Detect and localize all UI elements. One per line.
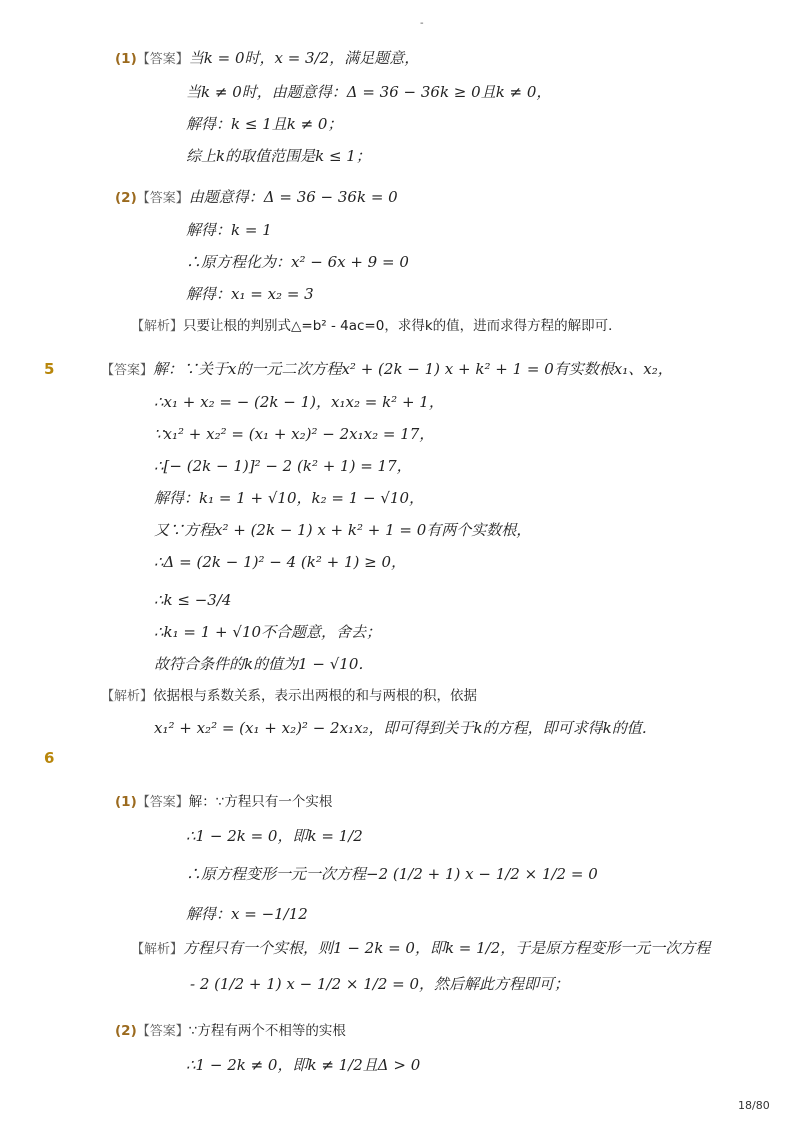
answer-line: ∵x₁² + x₂² = (x₁ + x₂)² − 2x₁x₂ = 17，	[154, 425, 435, 443]
q6-part1-answer	[115, 792, 332, 813]
answer-tag: 【答案】	[136, 191, 189, 206]
page-number: 18/80	[738, 1099, 770, 1112]
answer-line: ∴原方程化为：x² − 6x + 9 = 0	[186, 253, 409, 271]
part-number: (1)	[115, 794, 137, 810]
answer-line: 解得：k₁ = 1 + √10，k₂ = 1 − √10，	[154, 489, 425, 507]
question-number: 5	[44, 360, 55, 378]
answer-line: 解：∵方程只有一个实根	[188, 794, 333, 810]
analysis-tag: 【解析】	[101, 689, 154, 704]
q4-analysis	[131, 316, 622, 337]
answer-line: ∴[− (2k − 1)]² − 2 (k² + 1) = 17，	[154, 457, 412, 475]
answer-line: ∴1 − 2k = 0，即k = 1/2	[186, 827, 363, 845]
part-number: (2)	[115, 1023, 137, 1039]
answer-line: ∴Δ = (2k − 1)² − 4 (k² + 1) ≥ 0，	[154, 553, 406, 571]
answer-tag: 【答案】	[136, 795, 189, 810]
answer-line: ∴k ≤ −3/4	[154, 591, 232, 609]
q6-analysis	[131, 938, 710, 960]
part-number: (1)	[115, 51, 137, 67]
header-mark: -	[420, 18, 424, 29]
q5-analysis	[101, 686, 477, 707]
part-number: (2)	[115, 190, 137, 206]
analysis-tag: 【解析】	[131, 942, 184, 957]
answer-line: 解得：x₁ = x₂ = 3	[186, 285, 314, 303]
answer-line: 又∵方程x² + (2k − 1) x + k² + 1 = 0有两个实数根，	[154, 521, 532, 539]
analysis-text: - 2 (1/2 + 1) x − 1/2 × 1/2 = 0，然后解此方程即可；	[190, 975, 570, 993]
question-number: 6	[44, 749, 55, 767]
q4-part2-answer	[115, 187, 398, 209]
answer-line: ∴原方程变形一元一次方程−2 (1/2 + 1) x − 1/2 × 1/2 = 0	[186, 865, 598, 883]
answer-tag: 【答案】	[101, 363, 154, 378]
q6-part2-answer	[115, 1021, 346, 1042]
answer-line: ∴1 − 2k ≠ 0，即k ≠ 1/2且Δ > 0	[186, 1056, 421, 1074]
answer-line: ∴k₁ = 1 + √10不合题意，舍去；	[154, 623, 382, 641]
answer-line: 当k ≠ 0时，由题意得：Δ = 36 − 36k ≥ 0且k ≠ 0，	[186, 83, 552, 101]
answer-line: 解得：k = 1	[186, 221, 272, 239]
answer-line: 当k = 0时，x = 3/2，满足题意，	[188, 49, 420, 67]
analysis-tag: 【解析】	[131, 319, 184, 334]
q5-answer	[101, 359, 673, 381]
answer-tag: 【答案】	[136, 1024, 189, 1039]
answer-line: 由题意得：Δ = 36 − 36k = 0	[188, 188, 398, 206]
answer-line: 故符合条件的k的值为1 − √10．	[154, 655, 374, 673]
answer-line: 解：∵关于x的一元二次方程x² + (2k − 1) x + k² + 1 = 0有实数根x₁、x₂，	[153, 360, 673, 378]
analysis-text: x₁² + x₂² = (x₁ + x₂)² − 2x₁x₂，即可得到关于k的方程，即可求得k的值．	[154, 719, 657, 737]
answer-line: ∵方程有两个不相等的实根	[188, 1023, 346, 1039]
q4-part1-answer	[115, 48, 419, 70]
analysis-text: 依据根与系数关系，表示出两根的和与两根的积，依据	[153, 688, 478, 704]
answer-line: 综上k的取值范围是k ≤ 1；	[186, 147, 371, 165]
answer-line: 解得：x = −1/12	[186, 905, 308, 923]
analysis-text: 方程只有一个实根，则1 − 2k = 0，即k = 1/2，于是原方程变形一元一次方程	[183, 939, 711, 957]
analysis-text: 只要让根的判别式△=b² - 4ac=0，求得k的值，进而求得方程的解即可．	[183, 318, 622, 334]
answer-tag: 【答案】	[136, 52, 189, 67]
answer-line: 解得：k ≤ 1且k ≠ 0；	[186, 115, 343, 133]
answer-line: ∴x₁ + x₂ = − (2k − 1)，x₁x₂ = k² + 1，	[154, 393, 444, 411]
